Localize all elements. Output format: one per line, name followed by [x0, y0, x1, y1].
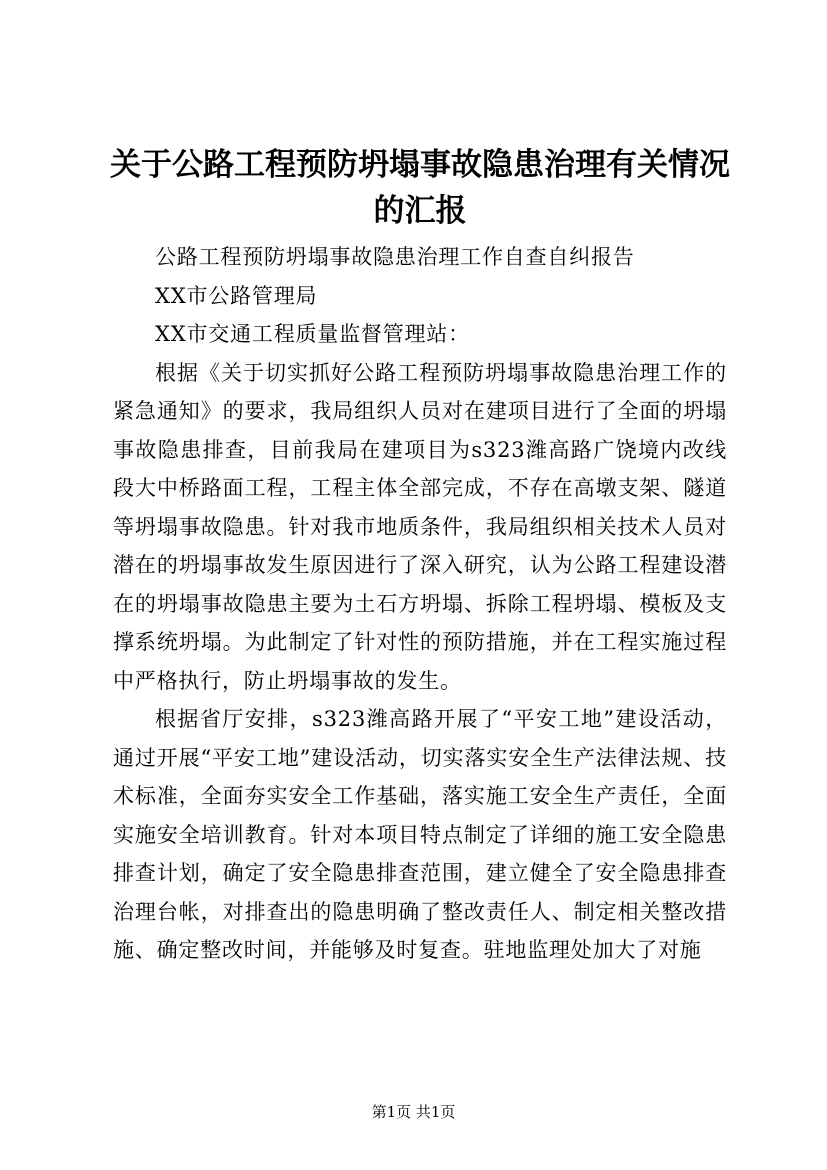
recipient-line: XX市交通工程质量监督管理站：	[155, 322, 470, 346]
document-title: 关于公路工程预防坍塌事故隐患治理有关情况的汇报	[110, 147, 730, 229]
report-subtitle: 公路工程预防坍塌事故隐患治理工作自查自纠报告	[155, 245, 635, 269]
page-number-footer: 第1页 共1页	[371, 1103, 456, 1121]
body-paragraph-2: 根据省厅安排，s323潍高路开展了“平安工地”建设活动，通过开展“平安工地”建设活动，切实落实安全生产法律法规、技术标准，全面夯实安全工作基础，落实施工安全生产责任，全面实施安全培训教育。针对本项目特点制定了详细的施工安全隐患排查计划，确定了安全隐患排查范围，建立健全了安全隐患排查治理台帐，对排查出的隐患明确了整改责任人、制定相关整改措施、确定整改时间，并能够及时复查。驻地监理处加大了对施	[113, 707, 727, 962]
body-paragraph-1: 根据《关于切实抓好公路工程预防坍塌事故隐患治理工作的紧急通知》的要求，我局组织人员对在建项目进行了全面的坍塌事故隐患排查，目前我局在建项目为s323潍高路广饶境内改线段大中桥路面工程，工程主体全部完成，不存在高墩支架、隧道等坍塌事故隐患。针对我市地质条件，我局组织相关技术人员对潜在的坍塌事故发生原因进行了深入研究，认为公路工程建设潜在的坍塌事故隐患主要为土石方坍塌、拆除工程坍塌、模板及支撑系统坍塌。为此制定了针对性的预防措施，并在工程实施过程中严格执行，防止坍塌事故的发生。	[113, 360, 727, 693]
sender-line: XX市公路管理局	[155, 283, 318, 308]
document-body	[113, 238, 727, 970]
